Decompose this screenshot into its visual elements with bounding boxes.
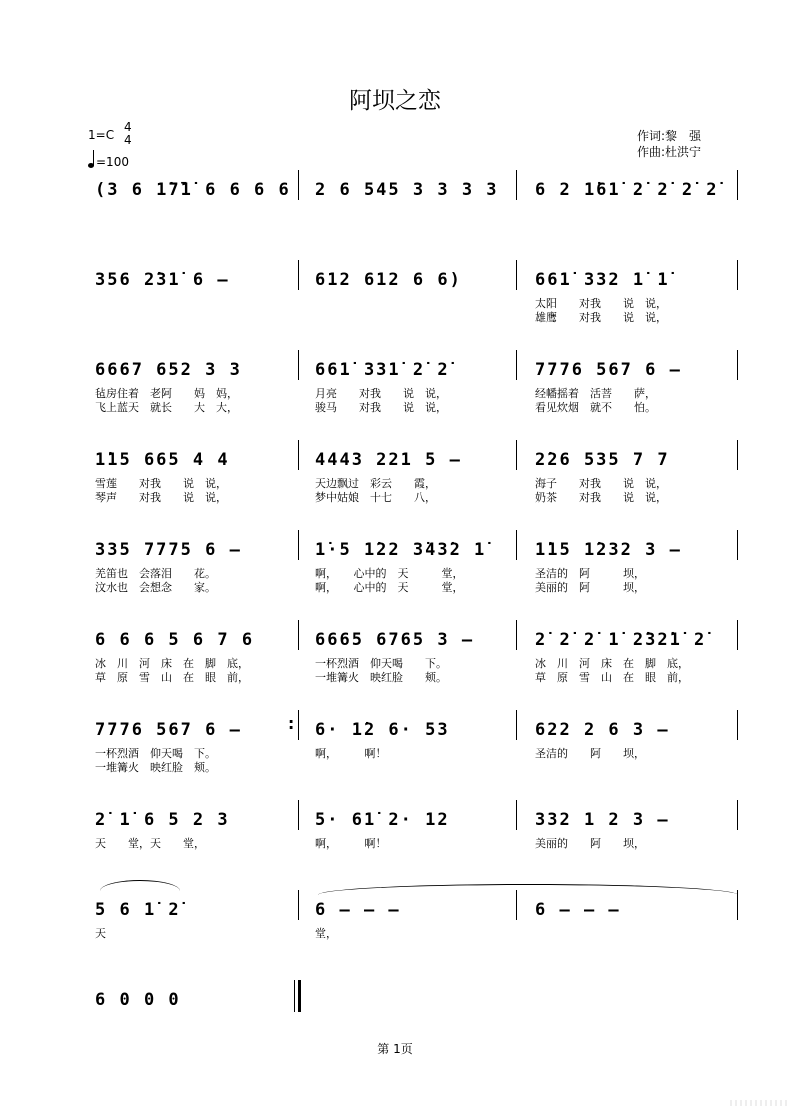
measure-notes: 6 – – – — [315, 900, 401, 920]
measure-notes: 5· 61̇ 2· 12 — [315, 810, 450, 830]
barline — [737, 260, 738, 290]
barline — [298, 890, 299, 920]
barline — [516, 710, 517, 740]
barline — [516, 800, 517, 830]
time-sig-bottom: 4 — [124, 133, 132, 147]
measure-notes: 6 – – – — [535, 900, 621, 920]
barline — [737, 350, 738, 380]
lyric-line-1: 堂， — [315, 927, 337, 940]
barline — [298, 440, 299, 470]
lyric-line-2: 一堆篝火 映红脸 颊。 — [95, 761, 216, 774]
lyric-line-1: 啊， 啊！ — [315, 837, 387, 850]
measure-notes: 2̇ 2̇ 2̇ 1̇ 2̇32̇1̇ 2̇ — [535, 630, 707, 650]
lyric-line-2: 骏马 对我 说 说， — [315, 401, 447, 414]
lyric-line-1: 太阳 对我 说 说， — [535, 297, 667, 310]
barline — [516, 530, 517, 560]
measure-notes: 1̇15 1̇232 3 – — [535, 540, 682, 560]
lyric-line-1: 一杯烈酒 仰天喝 下。 — [315, 657, 447, 670]
lyric-line-2: 梦中姑娘 十七 八， — [315, 491, 436, 504]
lyric-line-1: 冰 川 河 床 在 脚 底， — [95, 657, 249, 670]
measure-notes: 6665 6765 3 – — [315, 630, 475, 650]
lyric-line-2: 奶茶 对我 说 说， — [535, 491, 667, 504]
barline — [737, 620, 738, 650]
measure-notes: 6· 1̇2 6· 53 — [315, 720, 450, 740]
tempo-value: =100 — [96, 155, 129, 169]
lyric-line-1: 啊， 啊！ — [315, 747, 387, 760]
lyricist: 作词:黎 强 — [637, 129, 702, 143]
measure-notes: 6 2 1̇61̇ 2̇ 2̇ 2̇ 2̇ — [535, 180, 719, 200]
measure-notes: 6 6 6 5 6 7 6 — [95, 630, 255, 650]
barline — [298, 800, 299, 830]
lyric-line-2: 草 原 雪 山 在 眼 前， — [535, 671, 689, 684]
lyric-line-1: 月亮 对我 说 说， — [315, 387, 447, 400]
lyric-line-1: 天 — [95, 927, 106, 940]
lyric-line-2: 看见炊烟 就不 怕。 — [535, 401, 656, 414]
lyric-line-1: 毡房住着 老阿 妈 妈， — [95, 387, 238, 400]
measure-notes: 2̇26 535 7 7 — [535, 450, 670, 470]
lyric-line-1: 海子 对我 说 说， — [535, 477, 667, 490]
lyric-line-1: 一杯烈酒 仰天喝 下。 — [95, 747, 216, 760]
measure-notes: 6667 652 3 3 — [95, 360, 242, 380]
lyric-line-1: 圣洁的 阿 坝， — [535, 747, 645, 760]
lyric-line-2: 美丽的 阿 坝， — [535, 581, 645, 594]
lyric-line-2: 琴声 对我 说 说， — [95, 491, 227, 504]
barline — [737, 440, 738, 470]
measure-notes: 4443 221 5 – — [315, 450, 462, 470]
phrase-slur — [100, 880, 180, 891]
barline — [298, 620, 299, 650]
barline — [737, 710, 738, 740]
lyric-line-2: 一堆篝火 映红脸 颊。 — [315, 671, 447, 684]
barline — [737, 800, 738, 830]
measure-notes: 7776 567 6 – — [535, 360, 682, 380]
measure-notes: 612 612 6 6) — [315, 270, 462, 290]
time-sig-top: 4 — [124, 120, 132, 134]
barline — [516, 620, 517, 650]
measure-notes: 2̇ 1̇ 6 5 2 3 — [95, 810, 230, 830]
measure-notes: 356 2̇31̇ 6 – — [95, 270, 230, 290]
lyric-line-1: 冰 川 河 床 在 脚 底， — [535, 657, 689, 670]
lyric-line-1: 经幡摇着 活菩 萨， — [535, 387, 656, 400]
measure-notes: 1̇15 665 4 4 — [95, 450, 230, 470]
page-number: 第 1页 — [377, 1042, 413, 1056]
measure-notes: 5 6 1̇ 2̇ — [95, 900, 181, 920]
barline — [298, 980, 301, 1012]
measure-notes: 1̇·5 1̇22 3̇43̇2 1̇ — [315, 540, 487, 560]
measure-notes: 335 7775 6 – — [95, 540, 242, 560]
lyric-line-1: 美丽的 阿 坝， — [535, 837, 645, 850]
lyric-line-1: 圣洁的 阿 坝， — [535, 567, 645, 580]
tie-slur — [318, 884, 738, 895]
barline — [298, 530, 299, 560]
barline — [737, 530, 738, 560]
key-signature: 1=C — [88, 128, 115, 142]
barline — [516, 350, 517, 380]
lyric-line-2: 汶水也 会想念 家。 — [95, 581, 216, 594]
lyric-line-1: 天边飘过 彩云 霞， — [315, 477, 436, 490]
song-title: 阿坝之恋 — [349, 88, 441, 114]
lyric-line-1: 羌笛也 会落泪 花。 — [95, 567, 216, 580]
measure-notes: 2 6 545 3 3 3 3 — [315, 180, 499, 200]
lyric-line-2: 飞上蓝天 就长 大 大， — [95, 401, 238, 414]
lyric-line-2: 草 原 雪 山 在 眼 前， — [95, 671, 249, 684]
lyric-line-1: 天 堂，天 堂， — [95, 837, 205, 850]
measure-notes: 332 1 2 3 – — [535, 810, 670, 830]
measure-notes: 661̇ 332 1̇ 1̇ — [535, 270, 670, 290]
barline — [516, 440, 517, 470]
barline — [516, 260, 517, 290]
barline — [516, 170, 517, 200]
barline — [737, 170, 738, 200]
lyric-line-1: 雪莲 对我 说 说， — [95, 477, 227, 490]
composer: 作曲:杜洪宁 — [637, 145, 702, 159]
repeat-sign: : — [286, 714, 299, 734]
barline — [298, 350, 299, 380]
barline — [298, 170, 299, 200]
measure-notes: 6 0 0 0 — [95, 990, 181, 1010]
measure-notes: 661̇ 331̇ 2̇ 2̇ — [315, 360, 450, 380]
decorative-dots — [730, 1100, 790, 1106]
measure-notes: 7776 567 6 – — [95, 720, 242, 740]
lyric-line-2: 啊， 心中的 天 堂， — [315, 581, 464, 594]
measure-notes: 622 2 6 3 – — [535, 720, 670, 740]
barline-final-thin — [294, 980, 295, 1012]
lyric-line-1: 啊， 心中的 天 堂， — [315, 567, 464, 580]
measure-notes: (3 6 1̇7̄1̇ 6 6 6 6 — [95, 180, 291, 200]
lyric-line-2: 雄鹰 对我 说 说， — [535, 311, 667, 324]
barline — [298, 260, 299, 290]
